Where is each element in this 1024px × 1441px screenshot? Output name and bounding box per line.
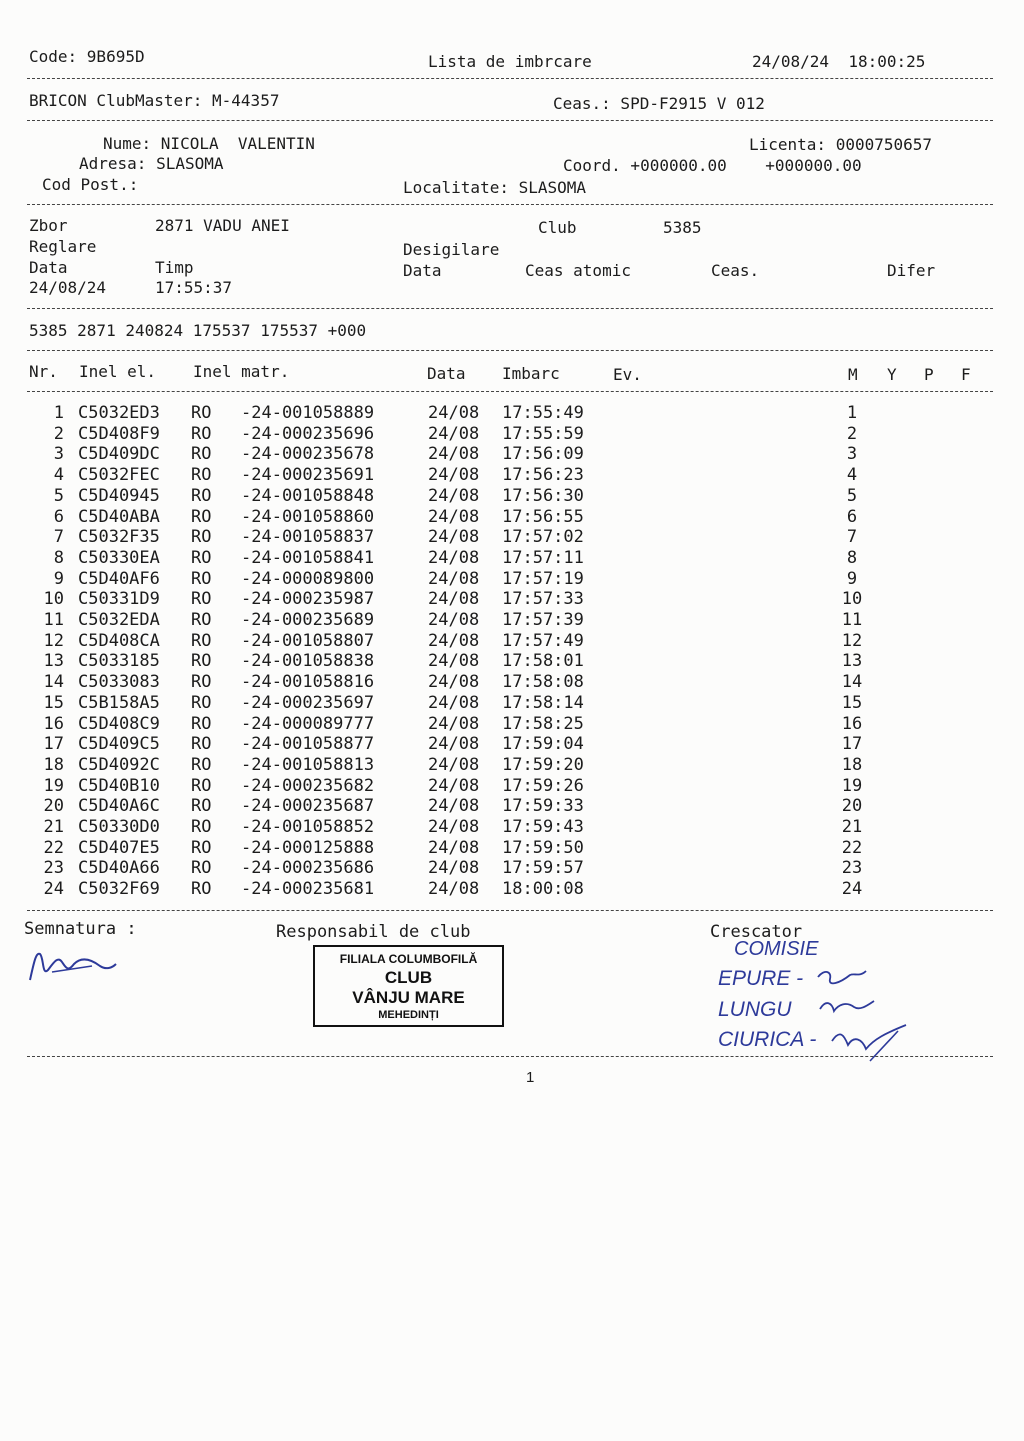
stamp-line-1: FILIALA COLUMBOFILĂ — [339, 952, 478, 966]
country-code: RO — [191, 817, 212, 837]
row-number: 3 — [53, 444, 64, 465]
table-row — [0, 776, 1024, 797]
arrival-time: 17:58:08 — [502, 672, 584, 693]
table-row — [0, 796, 1024, 817]
col-inel-matr: Inel matr. — [193, 362, 290, 381]
electronic-ring: C5032F35 — [78, 527, 160, 548]
electronic-ring: C5D40A6C — [78, 796, 160, 817]
table-row — [0, 838, 1024, 859]
ring-number: -24-000235678 — [241, 444, 375, 465]
arrival-time: 17:55:49 — [502, 403, 584, 423]
electronic-ring: C5B158A5 — [78, 692, 160, 713]
rank: 15 — [841, 692, 863, 713]
ring-number: -24-001058889 — [241, 403, 375, 423]
divider — [27, 1056, 993, 1057]
table-row — [0, 755, 1024, 776]
arrival-date: 24/08 — [428, 651, 480, 672]
stamp-line-2: CLUB — [384, 968, 433, 987]
difference-label: Difer — [887, 261, 936, 280]
table-row — [0, 858, 1024, 879]
table-row — [0, 444, 1024, 465]
rank: 13 — [841, 651, 863, 672]
arrival-time: 17:59:33 — [502, 796, 584, 817]
arrival-time: 17:58:25 — [502, 713, 584, 734]
country-code: RO — [191, 796, 212, 817]
club-responsible-label: Responsabil de club — [276, 922, 471, 942]
arrival-time: 17:57:33 — [502, 589, 584, 610]
table-row — [0, 465, 1024, 486]
arrival-date: 24/08 — [428, 610, 480, 630]
country-code: RO — [191, 775, 212, 796]
rank: 23 — [841, 858, 863, 879]
software-version: BRICON ClubMaster: M-44357 — [29, 91, 280, 110]
row-number: 22 — [43, 837, 64, 858]
electronic-ring: C5032ED3 — [78, 403, 160, 423]
country-code: RO — [191, 403, 212, 423]
electronic-ring: C50330EA — [78, 547, 160, 568]
owner-address: Adresa: SLASOMA — [79, 154, 224, 173]
table-row — [0, 651, 1024, 672]
electronic-ring: C5032F69 — [78, 879, 160, 900]
arrival-date: 24/08 — [428, 754, 480, 775]
row-number: 2 — [53, 423, 64, 444]
electronic-ring: C5D40ABA — [78, 506, 160, 527]
country-code: RO — [191, 610, 212, 630]
owner-coordinates: Coord. +000000.00 +000000.00 — [563, 156, 862, 175]
arrival-date: 24/08 — [428, 506, 480, 527]
table-row — [0, 734, 1024, 755]
club-stamp — [313, 945, 504, 1027]
arrival-time: 17:57:11 — [502, 547, 584, 568]
arrival-date: 24/08 — [428, 858, 480, 879]
rank: 17 — [841, 734, 863, 755]
row-number: 24 — [43, 879, 64, 900]
ring-number: -24-001058877 — [241, 734, 375, 755]
col-data: Data — [427, 364, 466, 383]
ring-number: -24-001058807 — [241, 630, 375, 651]
table-row — [0, 714, 1024, 735]
row-number: 18 — [43, 754, 64, 775]
arrival-time: 17:58:01 — [502, 651, 584, 672]
electronic-ring: C5033083 — [78, 672, 160, 693]
electronic-ring: C5D407E5 — [78, 837, 160, 858]
table-row — [0, 589, 1024, 610]
reglare-date: 24/08/24 — [29, 278, 107, 297]
row-number: 14 — [43, 672, 64, 693]
table-row — [0, 527, 1024, 548]
electronic-ring: C5D40B10 — [78, 775, 160, 796]
ring-number: -24-001058852 — [241, 817, 375, 837]
handwritten-comisie: COMISIE — [734, 938, 819, 960]
table-row — [0, 817, 1024, 838]
table-row — [0, 693, 1024, 714]
country-code: RO — [191, 879, 212, 900]
electronic-ring: C5D408C9 — [78, 713, 160, 734]
owner-postal-code: Cod Post.: — [42, 175, 139, 194]
arrival-date: 24/08 — [428, 630, 480, 651]
electronic-ring: C5D40A66 — [78, 858, 160, 879]
clock-id: Ceas.: SPD-F2915 V 012 — [553, 94, 765, 113]
arrival-date: 24/08 — [428, 879, 480, 900]
electronic-ring: C5D40945 — [78, 485, 160, 506]
arrival-time: 17:56:30 — [502, 485, 584, 506]
arrival-date: 24/08 — [428, 796, 480, 817]
col-m: M — [848, 365, 858, 384]
document-datetime: 24/08/24 18:00:25 — [752, 52, 926, 71]
breeder-label: Crescator — [710, 922, 803, 942]
rank: 21 — [841, 817, 863, 837]
rank: 3 — [846, 444, 858, 465]
country-code: RO — [191, 837, 212, 858]
table-row — [0, 672, 1024, 693]
rank: 5 — [846, 485, 858, 506]
table-row — [0, 879, 1024, 900]
flight-label: Zbor — [29, 216, 68, 235]
country-code: RO — [191, 506, 212, 527]
table-row — [0, 403, 1024, 424]
arrival-date: 24/08 — [428, 547, 480, 568]
ring-number: -24-000235691 — [241, 465, 375, 486]
row-number: 4 — [53, 465, 64, 486]
arrival-time: 18:00:08 — [502, 879, 584, 900]
row-number: 5 — [53, 485, 64, 506]
electronic-ring: C5032FEC — [78, 465, 160, 486]
arrival-date: 24/08 — [428, 527, 480, 548]
ring-number: -24-000089777 — [241, 713, 375, 734]
arrival-time: 17:58:14 — [502, 692, 584, 713]
country-code: RO — [191, 527, 212, 548]
reglare-time: 17:55:37 — [155, 278, 233, 297]
ring-number: -24-000089800 — [241, 568, 375, 589]
ring-number: -24-001058837 — [241, 527, 375, 548]
arrival-time: 17:55:59 — [502, 423, 584, 444]
electronic-ring: C5D409C5 — [78, 734, 160, 755]
table-row — [0, 507, 1024, 528]
signature-label: Semnatura : — [24, 919, 137, 939]
electronic-ring: C5032EDA — [78, 610, 160, 630]
divider — [27, 120, 993, 121]
arrival-time: 17:59:43 — [502, 817, 584, 837]
arrival-time: 17:57:39 — [502, 610, 584, 630]
electronic-ring: C5D40AF6 — [78, 568, 160, 589]
rank: 9 — [846, 568, 858, 589]
row-number: 1 — [53, 403, 64, 423]
arrival-date: 24/08 — [428, 672, 480, 693]
arrival-date: 24/08 — [428, 403, 480, 423]
electronic-ring: C5D408F9 — [78, 423, 160, 444]
row-number: 8 — [53, 547, 64, 568]
row-number: 15 — [43, 692, 64, 713]
row-number: 11 — [43, 610, 64, 630]
row-number: 7 — [53, 527, 64, 548]
ring-number: -24-001058860 — [241, 506, 375, 527]
rank: 10 — [841, 589, 863, 610]
divider — [27, 350, 993, 351]
desigilare-label: Desigilare — [403, 240, 500, 259]
rank: 24 — [841, 879, 863, 900]
arrival-time: 17:57:49 — [502, 630, 584, 651]
ring-number: -24-000235682 — [241, 775, 375, 796]
rank: 12 — [841, 630, 863, 651]
country-code: RO — [191, 651, 212, 672]
country-code: RO — [191, 672, 212, 693]
stamp-line-3: VÂNJU MARE — [352, 988, 465, 1007]
flight-value: 2871 VADU ANEI — [155, 216, 290, 235]
ring-number: -24-000235697 — [241, 692, 375, 713]
row-number: 13 — [43, 651, 64, 672]
arrival-date: 24/08 — [428, 465, 480, 486]
club-label: Club — [538, 218, 577, 237]
divider — [27, 910, 993, 911]
owner-name: Nume: NICOLA VALENTIN — [103, 134, 315, 153]
divider — [27, 204, 993, 205]
ring-number: -24-001058841 — [241, 547, 375, 568]
arrival-time: 17:56:55 — [502, 506, 584, 527]
country-code: RO — [191, 568, 212, 589]
country-code: RO — [191, 713, 212, 734]
col-ev: Ev. — [613, 365, 642, 384]
ring-number: -24-000235681 — [241, 879, 375, 900]
flight-code-line: 5385 2871 240824 175537 175537 +000 — [29, 321, 367, 340]
country-code: RO — [191, 754, 212, 775]
arrival-date: 24/08 — [428, 423, 480, 444]
commission-signatures — [810, 965, 920, 1065]
rank: 4 — [846, 465, 858, 486]
arrival-date: 24/08 — [428, 485, 480, 506]
arrival-time: 17:59:57 — [502, 858, 584, 879]
country-code: RO — [191, 630, 212, 651]
owner-locality: Localitate: SLASOMA — [403, 178, 587, 197]
arrival-date: 24/08 — [428, 568, 480, 589]
reglare-label: Reglare — [29, 237, 97, 256]
ring-number: -24-000235687 — [241, 796, 375, 817]
row-number: 20 — [43, 796, 64, 817]
col-p: P — [924, 365, 934, 384]
country-code: RO — [191, 465, 212, 486]
country-code: RO — [191, 734, 212, 755]
electronic-ring: C5D4092C — [78, 754, 160, 775]
col-y: Y — [887, 365, 897, 384]
arrival-time: 17:57:02 — [502, 527, 584, 548]
arrival-date: 24/08 — [428, 692, 480, 713]
row-number: 6 — [53, 506, 64, 527]
divider — [27, 391, 993, 392]
data-label: Data — [29, 258, 68, 277]
table-row — [0, 548, 1024, 569]
col-inel-el: Inel el. — [79, 362, 157, 381]
row-number: 23 — [43, 858, 64, 879]
ring-number: -24-001058838 — [241, 651, 375, 672]
country-code: RO — [191, 589, 212, 610]
ring-number: -24-001058816 — [241, 672, 375, 693]
timp-label: Timp — [155, 258, 194, 277]
electronic-ring: C5033185 — [78, 651, 160, 672]
country-code: RO — [191, 485, 212, 506]
atomic-clock-label: Ceas atomic — [525, 261, 631, 280]
rank: 16 — [841, 713, 863, 734]
rank: 14 — [841, 672, 863, 693]
stamp-line-4: MEHEDINȚI — [378, 1009, 439, 1021]
arrival-date: 24/08 — [428, 775, 480, 796]
rank: 1 — [846, 403, 858, 423]
arrival-date: 24/08 — [428, 817, 480, 837]
electronic-ring: C5D408CA — [78, 630, 160, 651]
rank: 19 — [841, 775, 863, 796]
arrival-date: 24/08 — [428, 444, 480, 465]
page-number: 1 — [526, 1069, 535, 1086]
table-row — [0, 569, 1024, 590]
handwritten-epure: EPURE - — [718, 967, 804, 990]
arrival-date: 24/08 — [428, 589, 480, 610]
arrival-time: 17:59:04 — [502, 734, 584, 755]
country-code: RO — [191, 858, 212, 879]
rank: 22 — [841, 837, 863, 858]
data-label-2: Data — [403, 261, 442, 280]
col-imbarc: Imbarc — [502, 364, 560, 383]
arrival-time: 17:59:26 — [502, 775, 584, 796]
row-number: 12 — [43, 630, 64, 651]
arrival-date: 24/08 — [428, 713, 480, 734]
document-title: Lista de imbrcare — [428, 52, 592, 71]
row-number: 19 — [43, 775, 64, 796]
arrival-time: 17:59:50 — [502, 837, 584, 858]
row-number: 21 — [43, 817, 64, 837]
country-code: RO — [191, 692, 212, 713]
table-row — [0, 631, 1024, 652]
divider — [27, 78, 993, 79]
col-f: F — [961, 365, 971, 384]
arrival-time: 17:57:19 — [502, 568, 584, 589]
rank: 20 — [841, 796, 863, 817]
rank: 11 — [841, 610, 863, 630]
ring-number: -24-001058848 — [241, 485, 375, 506]
divider — [27, 308, 993, 309]
rank: 2 — [846, 423, 858, 444]
row-number: 16 — [43, 713, 64, 734]
clock-label: Ceas. — [711, 261, 760, 280]
arrival-date: 24/08 — [428, 837, 480, 858]
country-code: RO — [191, 423, 212, 444]
ring-number: -24-001058813 — [241, 754, 375, 775]
ring-number: -24-000235686 — [241, 858, 375, 879]
club-value: 5385 — [663, 218, 702, 237]
rank: 18 — [841, 754, 863, 775]
table-row — [0, 610, 1024, 631]
arrival-time: 17:56:09 — [502, 444, 584, 465]
owner-license: Licenta: 0000750657 — [749, 135, 933, 154]
document-code: Code: 9B695D — [29, 47, 145, 66]
row-number: 10 — [43, 589, 64, 610]
country-code: RO — [191, 547, 212, 568]
ring-number: -24-000235987 — [241, 589, 375, 610]
handwritten-ciurica: CIURICA - — [718, 1028, 817, 1051]
row-number: 17 — [43, 734, 64, 755]
table-row — [0, 486, 1024, 507]
electronic-ring: C50331D9 — [78, 589, 160, 610]
rank: 8 — [846, 547, 858, 568]
handwritten-lungu: LUNGU — [718, 998, 792, 1021]
arrival-time: 17:59:20 — [502, 754, 584, 775]
electronic-ring: C50330D0 — [78, 817, 160, 837]
rank: 7 — [846, 527, 858, 548]
ring-number: -24-000235689 — [241, 610, 375, 630]
col-nr: Nr. — [29, 362, 58, 381]
table-row — [0, 424, 1024, 445]
row-number: 9 — [53, 568, 64, 589]
ring-number: -24-000235696 — [241, 423, 375, 444]
rank: 6 — [846, 506, 858, 527]
arrival-date: 24/08 — [428, 734, 480, 755]
arrival-time: 17:56:23 — [502, 465, 584, 486]
signature-scribble — [22, 942, 122, 986]
country-code: RO — [191, 444, 212, 465]
electronic-ring: C5D409DC — [78, 444, 160, 465]
ring-number: -24-000125888 — [241, 837, 375, 858]
